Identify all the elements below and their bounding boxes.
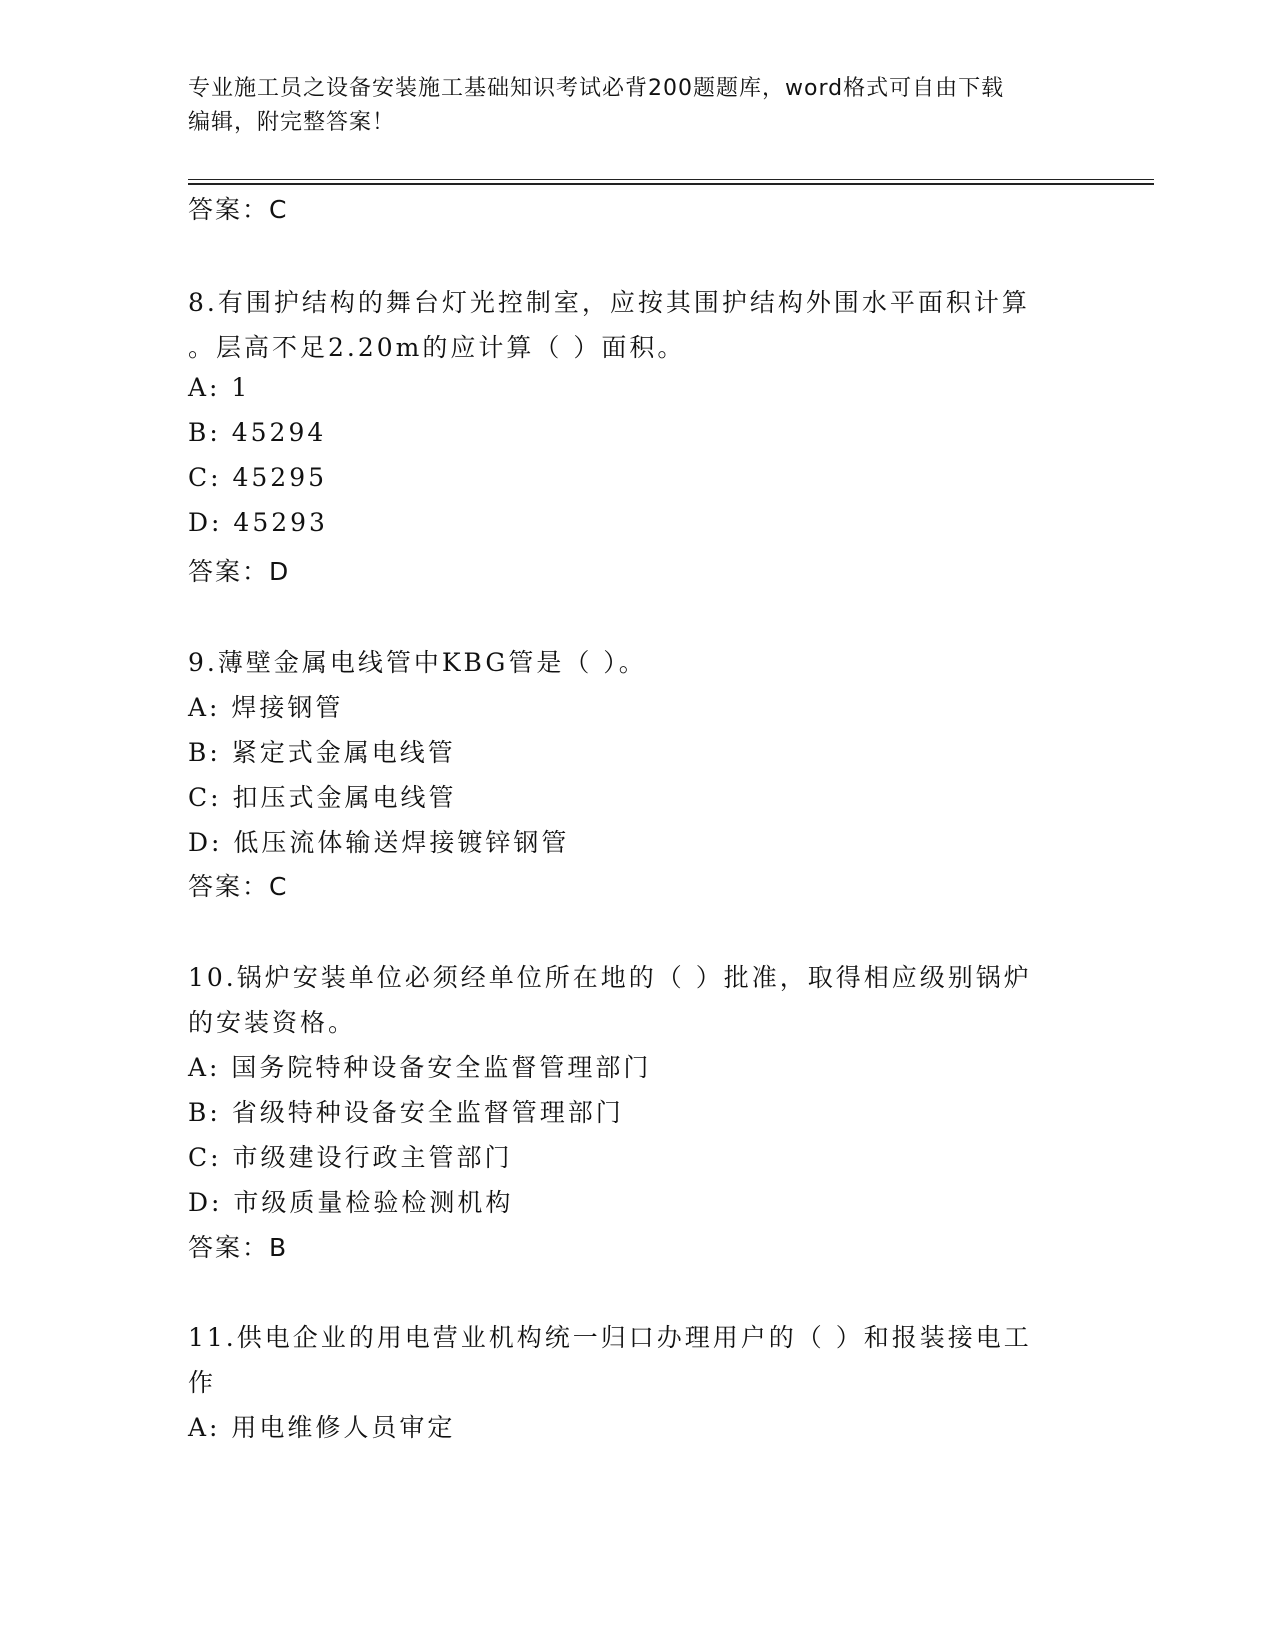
question-10-stem-line-2: 的安装资格。 [188, 1008, 357, 1037]
header-title-line-2: 编辑，附完整答案！ [188, 110, 396, 135]
question-11-option-a: A: 用电维修人员审定 [188, 1413, 456, 1442]
question-9-stem-line-1: 9.薄壁金属电线管中KBG管是（ ）。 [188, 648, 647, 677]
question-9-option-b: B: 紧定式金属电线管 [188, 738, 456, 767]
question-8-option-d: D: 45293 [188, 508, 328, 537]
question-9-option-a: A: 焊接钢管 [188, 693, 344, 722]
question-11-stem-line-1: 11.供电企业的用电营业机构统一归口办理用户的（ ）和报装接电工 [188, 1323, 1032, 1352]
question-8-option-b: B: 45294 [188, 418, 327, 447]
document-header [188, 72, 1068, 140]
question-10-option-c: C: 市级建设行政主管部门 [188, 1143, 513, 1172]
question-10-answer: 答案：B [188, 1233, 289, 1262]
question-10-option-b: B: 省级特种设备安全监督管理部门 [188, 1098, 624, 1127]
question-9-option-c: C: 扣压式金属电线管 [188, 783, 457, 812]
previous-answer: 答案：C [188, 195, 289, 224]
header-divider-thick [188, 183, 1154, 185]
question-10-stem-line-1: 10.锅炉安装单位必须经单位所在地的（ ）批准，取得相应级别锅炉 [188, 963, 1032, 992]
question-10-option-d: D: 市级质量检验检测机构 [188, 1188, 514, 1217]
question-8-option-c: C: 45295 [188, 463, 328, 492]
question-8-answer: 答案：D [188, 557, 291, 586]
header-title-line-1: 专业施工员之设备安装施工基础知识考试必背200题题库，word格式可自由下载 [188, 76, 1005, 101]
question-10-option-a: A: 国务院特种设备安全监督管理部门 [188, 1053, 652, 1082]
question-8-stem-line-2: 。层高不足2.20m的应计算（ ）面积。 [188, 333, 686, 362]
question-8-option-a: A: 1 [188, 373, 251, 402]
question-8-stem-line-1: 8.有围护结构的舞台灯光控制室，应按其围护结构外围水平面积计算 [188, 288, 1030, 317]
question-11-stem-line-2: 作 [188, 1368, 217, 1397]
question-9-option-d: D: 低压流体输送焊接镀锌钢管 [188, 828, 570, 857]
header-divider [188, 179, 1154, 180]
question-9-answer: 答案：C [188, 872, 289, 901]
